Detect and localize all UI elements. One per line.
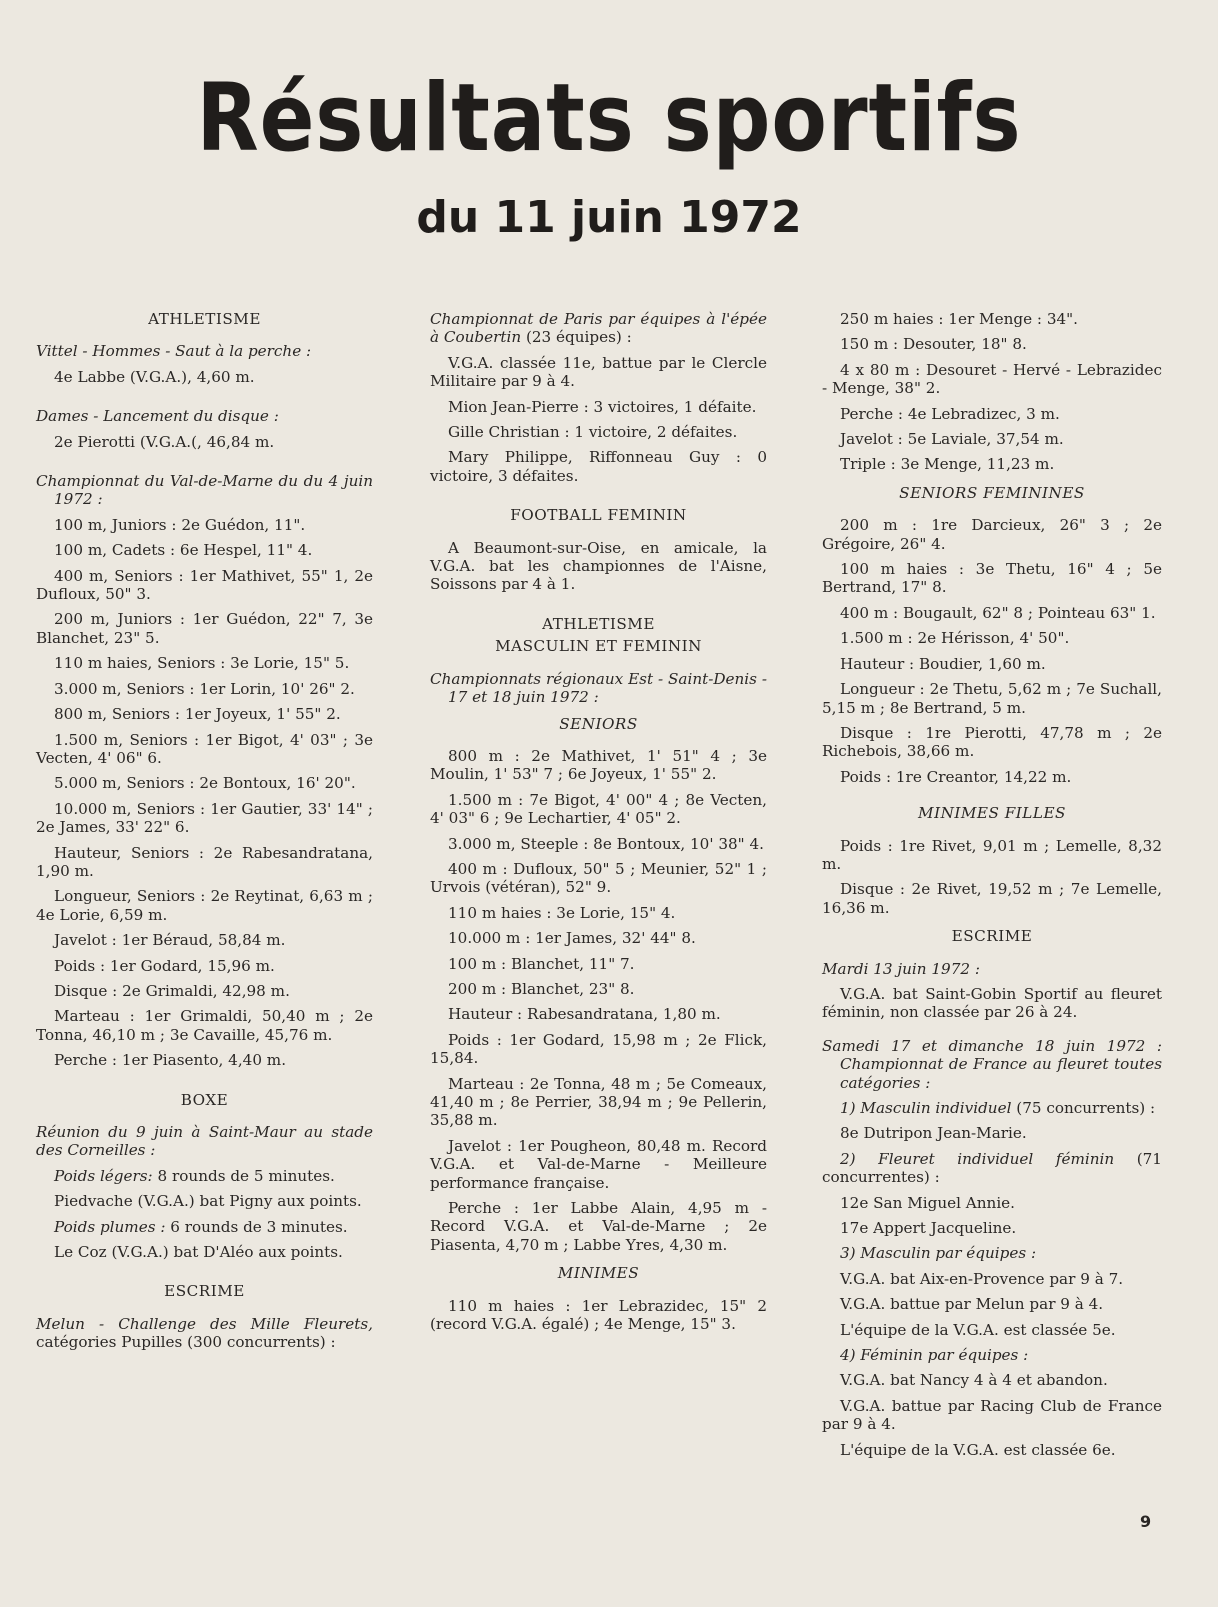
result-line: Poids : 1re Rivet, 9,01 m ; Lemelle, 8,32 m. (822, 836, 1162, 873)
result-line: 800 m : 2e Mathivet, 1' 51" 4 ; 3e Moulin, 1' 53" 7 ; 6e Joyeux, 1' 55" 2. (430, 746, 767, 784)
result-line: 4e Labbe (V.G.A.), 4,60 m. (54, 367, 255, 386)
result-line: Javelot : 5e Laviale, 37,54 m. (840, 430, 1064, 449)
result-line: 8e Dutripon Jean-Marie. (840, 1124, 1027, 1143)
result-line: 400 m, Seniors : 1er Mathivet, 55" 1, 2e Dufloux, 50" 3. (36, 566, 373, 604)
result-line: 17e Appert Jacqueline. (840, 1219, 1017, 1238)
column-3 (822, 310, 1162, 1466)
result-line: A Beaumont-sur-Oise, en amicale, la V.G.A. bat les championnes de l'Aisne, Soissons par 4 à 1. (430, 538, 767, 594)
result-line: 200 m, Juniors : 1er Guédon, 22" 7, 3e Blanchet, 23" 5. (36, 610, 373, 647)
result-line: Piedvache (V.G.A.) bat Pigny aux points. (54, 1192, 362, 1211)
result-line: Longueur : 2e Thetu, 5,62 m ; 7e Suchall, 5,15 m ; 8e Bertrand, 5 m. (822, 680, 1162, 717)
result-line: V.G.A. classée 11e, battue par le Clercle Militaire par 9 à 4. (430, 353, 767, 391)
column-2 (430, 310, 767, 1340)
event-title: Réunion du 9 juin à Saint-Maur au stade des Corneilles : (36, 1123, 373, 1160)
result-line: Hauteur : Rabesandratana, 1,80 m. (448, 1005, 721, 1024)
result-line: Triple : 3e Menge, 11,23 m. (840, 455, 1055, 474)
weight-class-rule: 6 rounds de 3 minutes. (165, 1217, 348, 1236)
event-title: Dames - Lancement du disque : (36, 407, 279, 426)
event-title: Mardi 13 juin 1972 : (822, 959, 980, 978)
event-title (430, 310, 767, 347)
result-line: V.G.A. bat Aix-en-Provence par 9 à 7. (840, 1269, 1124, 1288)
result-line: 100 m haies : 3e Thetu, 16" 4 ; 5e Bertrand, 17" 8. (822, 560, 1162, 597)
result-line: V.G.A. bat Saint-Gobin Sportif au fleuret féminin, non classée par 26 à 24. (822, 984, 1162, 1022)
result-line: Perche : 1er Labbe Alain, 4,95 m - Record V.G.A. et Val-de-Marne ; 2e Piasenta, 4,70 m ; Labbe Yres, 4,30 m. (430, 1199, 767, 1254)
result-line: 100 m, Cadets : 6e Hespel, 11" 4. (54, 541, 313, 560)
event-title: Samedi 17 et dimanche 18 juin 1972 : Championnat de France au fleuret toutes catégories : (822, 1036, 1162, 1092)
page-title: Résultats sportifs (196, 64, 1022, 173)
result-line: Gille Christian : 1 victoire, 2 défaites. (448, 423, 738, 442)
result-line: Disque : 1re Pierotti, 47,78 m ; 2e Richebois, 38,66 m. (822, 723, 1162, 761)
category-label: 1) Masculin individuel (840, 1099, 1012, 1117)
result-line: 10.000 m, Seniors : 1er Gautier, 33' 14" ; 2e James, 33' 22" 6. (36, 799, 373, 837)
event-title: Championnat du Val-de-Marne du du 4 juin 1972 : (36, 472, 373, 509)
result-line: 10.000 m : 1er James, 32' 44" 8. (448, 929, 696, 948)
result-line: Perche : 1er Piasento, 4,40 m. (54, 1051, 287, 1070)
section-subheading: SENIORS (559, 714, 638, 733)
result-line: Hauteur : Boudier, 1,60 m. (840, 654, 1046, 673)
event-title: Vittel - Hommes - Saut à la perche : (36, 342, 312, 361)
result-line: Disque : 2e Grimaldi, 42,98 m. (54, 981, 290, 1000)
category-label: 4) Féminin par équipes : (840, 1346, 1029, 1365)
result-line: Mary Philippe, Riffonneau Guy : 0 victoire, 3 défaites. (430, 448, 767, 485)
result-line (36, 1218, 373, 1236)
result-line: 110 m haies, Seniors : 3e Lorie, 15" 5. (54, 654, 350, 673)
result-line: 110 m haies : 1er Lebrazidec, 15" 2 (record V.G.A. égalé) ; 4e Menge, 15" 3. (430, 1296, 767, 1334)
weight-class: Poids légers: (54, 1166, 153, 1185)
result-line: Javelot : 1er Béraud, 58,84 m. (54, 931, 286, 950)
result-line: 1.500 m : 2e Hérisson, 4' 50". (840, 629, 1070, 648)
page-number: 9 (1140, 1512, 1152, 1531)
section-subheading: MINIMES FILLES (918, 804, 1066, 823)
result-line (36, 1167, 373, 1185)
result-line: 400 m : Bougault, 62" 8 ; Pointeau 63" 1. (840, 603, 1156, 622)
result-line: Poids : 1er Godard, 15,98 m ; 2e Flick, 15,84. (430, 1030, 767, 1068)
result-line: V.G.A. battue par Melun par 9 à 4. (840, 1295, 1104, 1314)
result-line: 5.000 m, Seniors : 2e Bontoux, 16' 20". (54, 774, 356, 793)
result-line: Marteau : 1er Grimaldi, 50,40 m ; 2e Tonna, 46,10 m ; 3e Cavaille, 45,76 m. (36, 1007, 373, 1044)
result-line: 1.500 m, Seniors : 1er Bigot, 4' 03" ; 3e Vecten, 4' 06" 6. (36, 730, 373, 767)
result-line: 1.500 m : 7e Bigot, 4' 00" 4 ; 8e Vecten, 4' 03" 6 ; 9e Lechartier, 4' 05" 2. (430, 790, 767, 828)
result-line: L'équipe de la V.G.A. est classée 6e. (840, 1440, 1116, 1459)
event-detail: catégories Pupilles (300 concurrents) : (36, 1333, 336, 1352)
section-subheading: MINIMES (557, 1264, 640, 1283)
weight-class: Poids plumes : (54, 1217, 166, 1236)
result-line: Mion Jean-Pierre : 3 victoires, 1 défaite. (448, 397, 757, 416)
result-line: 3.000 m, Steeple : 8e Bontoux, 10' 38" 4. (448, 834, 764, 853)
result-line (822, 1099, 1162, 1117)
event-title: Championnats régionaux Est - Saint-Denis - 17 et 18 juin 1972 : (430, 669, 767, 707)
result-line: 150 m : Desouter, 18" 8. (840, 335, 1027, 354)
result-line: V.G.A. battue par Racing Club de France par 9 à 4. (822, 1396, 1162, 1434)
result-line: 200 m : 1re Darcieux, 26" 3 ; 2e Grégoire, 26" 4. (822, 516, 1162, 553)
event-name: Championnat de Paris par équipes à l'épée à Coubertin (430, 310, 767, 347)
section-heading: ESCRIME (951, 927, 1033, 946)
result-line (822, 1150, 1162, 1187)
section-heading: MASCULIN ET FEMININ (495, 637, 702, 656)
result-line: 110 m haies : 3e Lorie, 15" 4. (448, 903, 676, 922)
result-line: 3.000 m, Seniors : 1er Lorin, 10' 26" 2. (54, 679, 355, 698)
result-line: Le Coz (V.G.A.) bat D'Aléo aux points. (54, 1243, 343, 1262)
section-heading: ATHLETISME (148, 310, 261, 328)
result-line: Disque : 2e Rivet, 19,52 m ; 7e Lemelle, 16,36 m. (822, 880, 1162, 917)
section-heading: BOXE (180, 1090, 229, 1109)
result-line: Hauteur, Seniors : 2e Rabesandratana, 1,90 m. (36, 843, 373, 880)
result-line: Poids : 1re Creantor, 14,22 m. (840, 767, 1072, 786)
result-line: L'équipe de la V.G.A. est classée 5e. (840, 1320, 1116, 1339)
result-line: 100 m, Juniors : 2e Guédon, 11". (54, 515, 306, 534)
result-line: 12e San Miguel Annie. (840, 1193, 1015, 1212)
result-line: Perche : 4e Lebradizec, 3 m. (840, 404, 1060, 423)
result-line: Javelot : 1er Pougheon, 80,48 m. Record V.G.A. et Val-de-Marne - Meilleure performance française. (430, 1136, 767, 1192)
column-1 (36, 310, 373, 1359)
result-line: 250 m haies : 1er Menge : 34". (840, 310, 1078, 328)
section-heading: ATHLETISME (542, 614, 655, 633)
event-name: Melun - Challenge des Mille Fleurets, (36, 1314, 373, 1333)
event-title (36, 1315, 373, 1352)
result-line: 200 m : Blanchet, 23" 8. (448, 979, 635, 998)
result-line: Longueur, Seniors : 2e Reytinat, 6,63 m ; 4e Lorie, 6,59 m. (36, 887, 373, 924)
result-line: V.G.A. bat Nancy 4 à 4 et abandon. (840, 1371, 1108, 1390)
category-label: 2) Fleuret individuel féminin (840, 1149, 1115, 1168)
page-subtitle: du 11 juin 1972 (416, 192, 802, 243)
result-line: 400 m : Dufloux, 50" 5 ; Meunier, 52" 1 ; Urvois (vétéran), 52" 9. (430, 859, 767, 897)
result-line: 4 x 80 m : Desouret - Hervé - Lebrazidec - Menge, 38" 2. (822, 360, 1162, 398)
result-line: 2e Pierotti (V.G.A.(, 46,84 m. (54, 432, 275, 451)
result-line: Marteau : 2e Tonna, 48 m ; 5e Comeaux, 41,40 m ; 8e Perrier, 38,94 m ; 9e Pellerin, 35,88 m. (430, 1074, 767, 1130)
section-subheading: SENIORS FEMININES (899, 483, 1085, 502)
section-heading: FOOTBALL FEMININ (510, 506, 687, 525)
result-line: 800 m, Seniors : 1er Joyeux, 1' 55" 2. (54, 705, 341, 724)
category-detail: (75 concurrents) : (1011, 1099, 1156, 1117)
event-detail: (23 équipes) : (521, 328, 632, 347)
result-line: 100 m : Blanchet, 11" 7. (448, 954, 635, 973)
section-heading: ESCRIME (164, 1282, 245, 1301)
category-detail: (71 concurrentes) : (822, 1149, 1162, 1187)
category-label: 3) Masculin par équipes : (840, 1244, 1037, 1263)
weight-class-rule: 8 rounds de 5 minutes. (152, 1166, 335, 1185)
result-line: Poids : 1er Godard, 15,96 m. (54, 956, 275, 975)
